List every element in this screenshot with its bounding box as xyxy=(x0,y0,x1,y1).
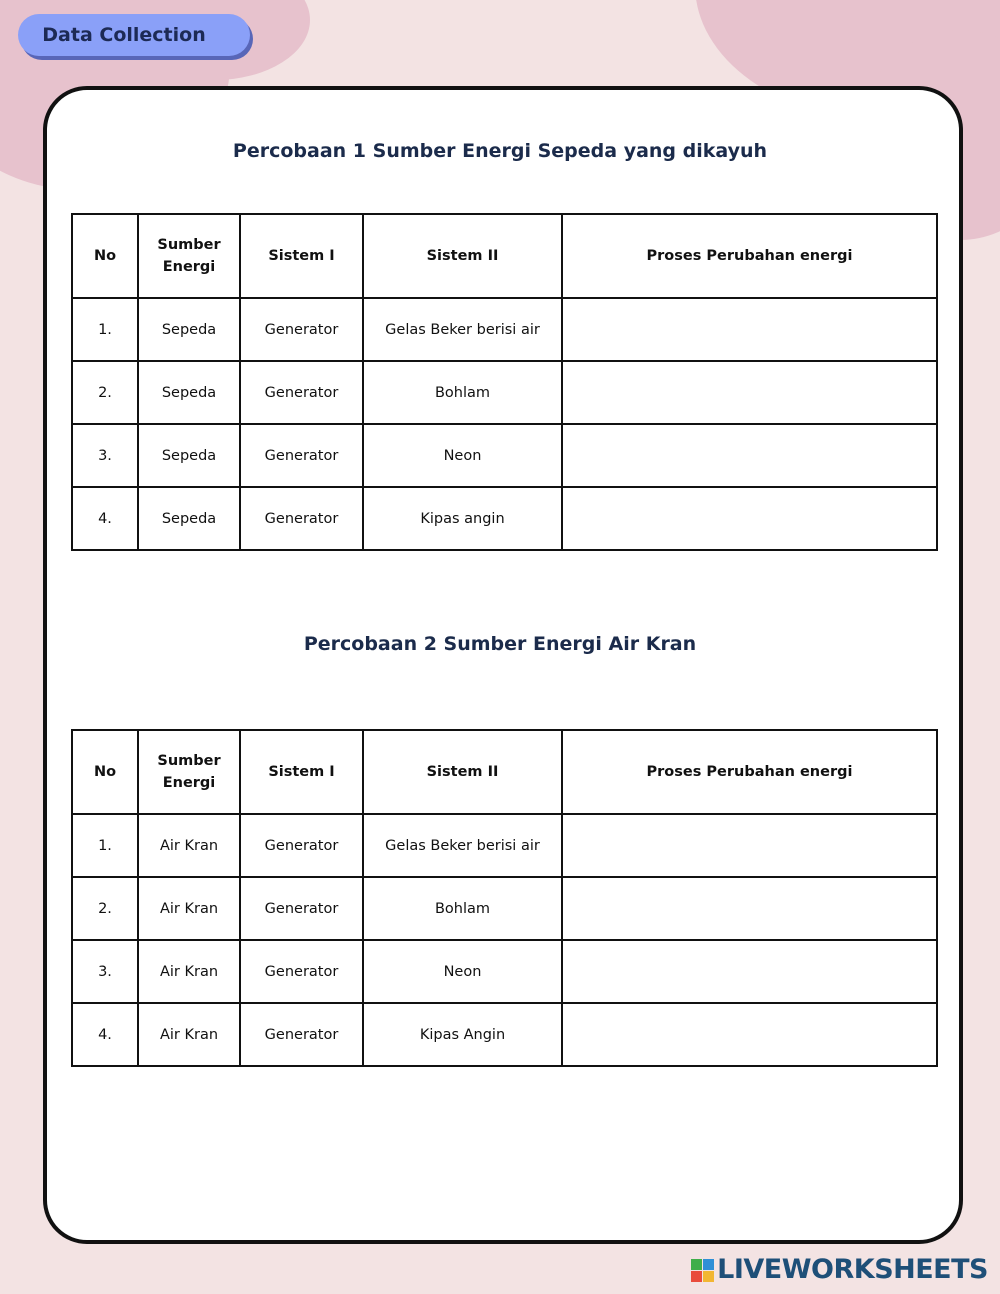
liveworksheets-logo-icon xyxy=(691,1259,714,1282)
table-row xyxy=(72,877,937,940)
process-answer-field[interactable] xyxy=(562,940,937,1003)
liveworksheets-logo[interactable] xyxy=(691,1256,988,1284)
col-header-source: Sumber Energi xyxy=(138,730,240,814)
cell-system2: Gelas Beker berisi air xyxy=(363,298,562,361)
process-answer-field[interactable] xyxy=(562,814,937,877)
cell-system2: Bohlam xyxy=(363,877,562,940)
table-row xyxy=(72,814,937,877)
cell-source: Sepeda xyxy=(138,298,240,361)
cell-system2: Bohlam xyxy=(363,361,562,424)
table-row xyxy=(72,298,937,361)
liveworksheets-brand: LIVEWORKSHEETS xyxy=(717,1254,988,1285)
col-header-system1: Sistem I xyxy=(240,214,363,298)
experiment2-title: Percobaan 2 Sumber Energi Air Kran xyxy=(303,633,697,655)
col-header-no: No xyxy=(72,730,138,814)
table-header-row xyxy=(72,214,937,298)
cell-no: 3. xyxy=(72,424,138,487)
cell-system1: Generator xyxy=(240,424,363,487)
col-header-source: Sumber Energi xyxy=(138,214,240,298)
cell-no: 2. xyxy=(72,361,138,424)
cell-source: Air Kran xyxy=(138,814,240,877)
data-collection-label: Data Collection xyxy=(42,24,206,46)
process-answer-field[interactable] xyxy=(562,361,937,424)
data-collection-tag xyxy=(18,14,250,56)
col-header-system2: Sistem II xyxy=(363,214,562,298)
experiment1-title: Percobaan 1 Sumber Energi Sepeda yang dikayuh xyxy=(232,140,768,162)
cell-system2: Kipas Angin xyxy=(363,1003,562,1066)
cell-system1: Generator xyxy=(240,814,363,877)
cell-system1: Generator xyxy=(240,940,363,1003)
process-answer-field[interactable] xyxy=(562,487,937,550)
cell-system2: Neon xyxy=(363,424,562,487)
experiment1-table xyxy=(71,213,938,551)
experiment2-table xyxy=(71,729,938,1067)
process-answer-field[interactable] xyxy=(562,877,937,940)
table-header-row xyxy=(72,730,937,814)
cell-source: Sepeda xyxy=(138,361,240,424)
cell-source: Air Kran xyxy=(138,1003,240,1066)
cell-no: 4. xyxy=(72,487,138,550)
cell-system1: Generator xyxy=(240,487,363,550)
cell-system1: Generator xyxy=(240,1003,363,1066)
cell-system2: Neon xyxy=(363,940,562,1003)
col-header-system1: Sistem I xyxy=(240,730,363,814)
col-header-process: Proses Perubahan energi xyxy=(562,730,937,814)
cell-source: Air Kran xyxy=(138,877,240,940)
table-row xyxy=(72,940,937,1003)
cell-system1: Generator xyxy=(240,298,363,361)
cell-source: Sepeda xyxy=(138,487,240,550)
cell-no: 4. xyxy=(72,1003,138,1066)
table-row xyxy=(72,1003,937,1066)
process-answer-field[interactable] xyxy=(562,424,937,487)
col-header-process: Proses Perubahan energi xyxy=(562,214,937,298)
table-row xyxy=(72,361,937,424)
cell-no: 1. xyxy=(72,298,138,361)
cell-source: Sepeda xyxy=(138,424,240,487)
cell-no: 2. xyxy=(72,877,138,940)
table-row xyxy=(72,424,937,487)
cell-no: 1. xyxy=(72,814,138,877)
cell-source: Air Kran xyxy=(138,940,240,1003)
cell-system1: Generator xyxy=(240,361,363,424)
process-answer-field[interactable] xyxy=(562,1003,937,1066)
cell-no: 3. xyxy=(72,940,138,1003)
cell-system1: Generator xyxy=(240,877,363,940)
col-header-no: No xyxy=(72,214,138,298)
col-header-system2: Sistem II xyxy=(363,730,562,814)
process-answer-field[interactable] xyxy=(562,298,937,361)
cell-system2: Kipas angin xyxy=(363,487,562,550)
cell-system2: Gelas Beker berisi air xyxy=(363,814,562,877)
table-row xyxy=(72,487,937,550)
